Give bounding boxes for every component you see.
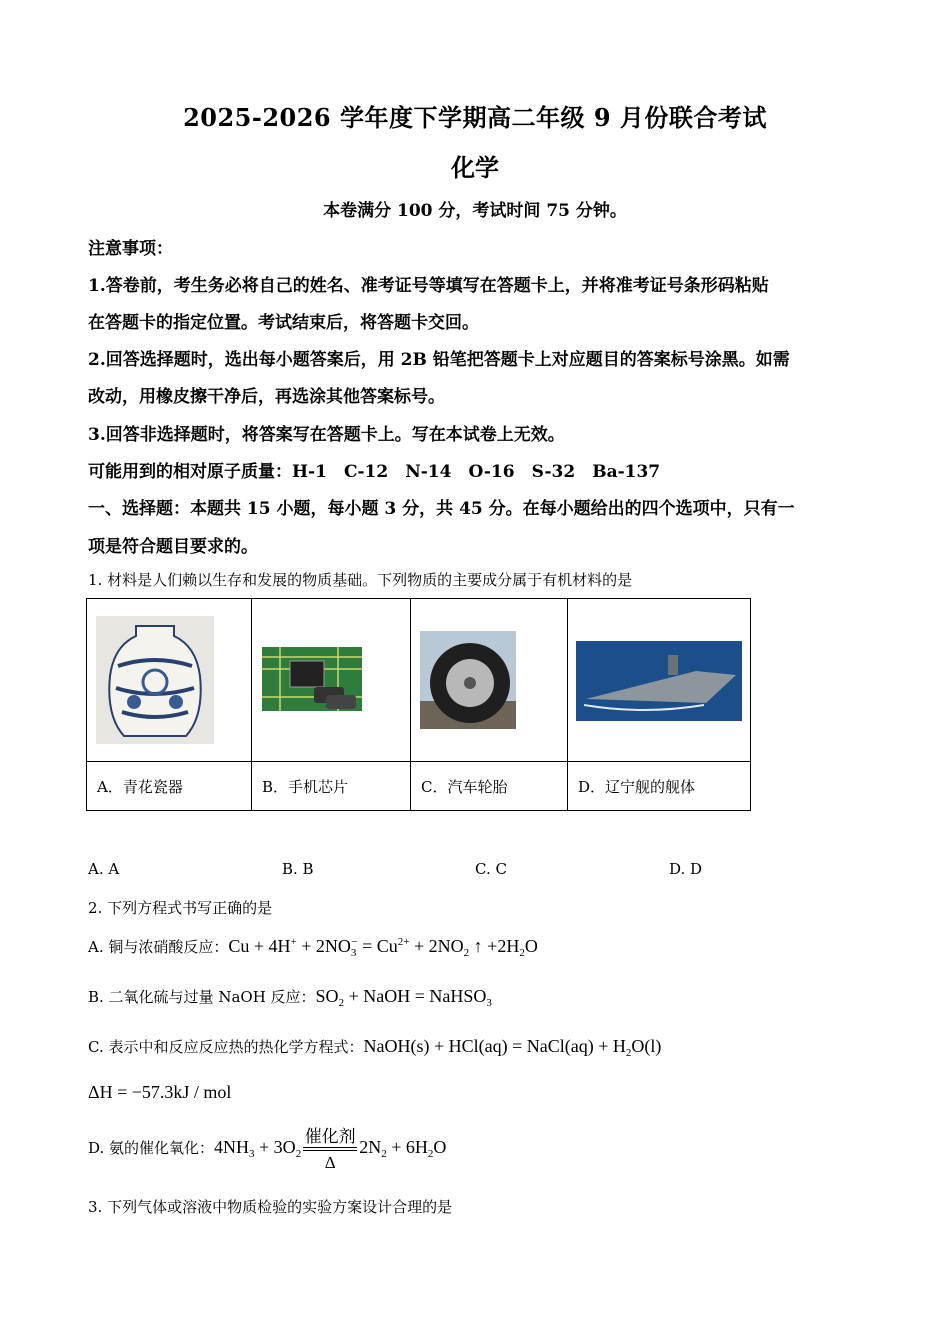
catalyst-arrow [301, 1126, 359, 1172]
notice-line-3: 3.回答非选择题时，将答案写在答题卡上。写在本试卷上无效。 [88, 425, 565, 445]
notice-heading: 注意事项： [88, 239, 173, 259]
section-heading-line-1: 一、选择题：本题共 15 小题，每小题 3 分，共 45 分。在每小题给出的四个选项中，只有一 [88, 499, 795, 519]
notice-line-1b: 在答题卡的指定位置。考试结束后，将答题卡交回。 [88, 313, 479, 333]
notice-line-2b: 改动，用橡皮擦干净后，再选涂其他答案标号。 [88, 387, 445, 407]
q1-choice-c[interactable]: C. C [475, 860, 507, 878]
q2-option-a-prefix: A. 铜与浓硝酸反应： [88, 938, 229, 956]
q1-option-c-label: C．汽车轮胎 [411, 762, 568, 811]
q2-option-d[interactable] [88, 1126, 446, 1172]
q2-option-d-equation: $4NH_3 + 3O_2$ $\frac{\text{催化剂}}{\Delta}$ $2N_2 + 6H_2O$ [214, 1137, 446, 1157]
q2-option-c-prefix: C. 表示中和反应反应热的热化学方程式： [88, 1038, 364, 1056]
q1-option-b-label: B．手机芯片 [252, 762, 411, 811]
q2-stem: 2. 下列方程式书写正确的是 [88, 899, 273, 917]
q2-option-d-prefix: D. 氨的催化氧化： [88, 1139, 215, 1158]
q2-option-c-enthalpy: ΔH = −57.3kJ / mol [88, 1082, 232, 1102]
q2-option-b-prefix: B. 二氧化硫与过量 NaOH 反应： [88, 988, 316, 1006]
q1-image-cell-b [252, 599, 411, 762]
q1-choice-b[interactable]: B. B [282, 860, 314, 878]
q2-option-b-equation: $SO_2$ + NaOH = NaHSO$_3$ [315, 986, 492, 1009]
q1-option-a-label: A．青花瓷器 [87, 762, 252, 811]
catalyst-label: 催化剂 [304, 1127, 356, 1146]
exam-title: 2025-2026 学年度下学期高二年级 9 月份联合考试 [183, 103, 767, 132]
atomic-masses: 可能用到的相对原子质量：H-1 C-12 N-14 O-16 S-32 Ba-137 [88, 462, 661, 482]
q2-option-c-equation: NaOH(s) + HCl(aq) = NaCl(aq) + $H_2O(l)$ [363, 1036, 662, 1059]
q2-option-c[interactable] [88, 1036, 661, 1059]
q1-image-cell-d [568, 599, 751, 762]
subject-title: 化学 [451, 153, 499, 182]
q2-option-a-equation: $Cu + 4H^+ + 2NO_3^- = Cu^{2+} + 2NO_2$ ↑ $+2H_2O$ [228, 936, 538, 959]
notice-line-1: 1.答卷前，考生务必将自己的姓名、准考证号等填写在答题卡上，并将准考证号条形码粘贴 [88, 276, 769, 296]
aircraft-carrier-image [576, 641, 742, 721]
heat-label: Δ [324, 1153, 336, 1172]
q1-option-table [86, 598, 751, 811]
section-heading-line-2: 项是符合题目要求的。 [88, 537, 258, 557]
q1-option-d-label: D．辽宁舰的舰体 [568, 762, 751, 811]
q1-image-cell-c [411, 599, 568, 762]
q1-choice-a[interactable]: A. A [88, 860, 120, 878]
q3-stem: 3. 下列气体或溶液中物质检验的实验方案设计合理的是 [88, 1198, 453, 1216]
notice-line-2: 2.回答选择题时，选出每小题答案后，用 2B 铅笔把答题卡上对应题目的答案标号涂黑。如需 [88, 350, 790, 370]
exam-info: 本卷满分 100 分，考试时间 75 分钟。 [323, 201, 627, 221]
q2-option-a[interactable] [88, 936, 538, 959]
q2-option-b[interactable] [88, 986, 492, 1009]
car-tire-image [420, 631, 516, 729]
porcelain-vase-image [96, 616, 214, 744]
q1-stem: 1. 材料是人们赖以生存和发展的物质基础。下列物质的主要成分属于有机材料的是 [88, 571, 633, 589]
q1-image-cell-a [87, 599, 252, 762]
q1-choice-d[interactable]: D. D [669, 860, 703, 878]
phone-chip-image [262, 647, 362, 711]
